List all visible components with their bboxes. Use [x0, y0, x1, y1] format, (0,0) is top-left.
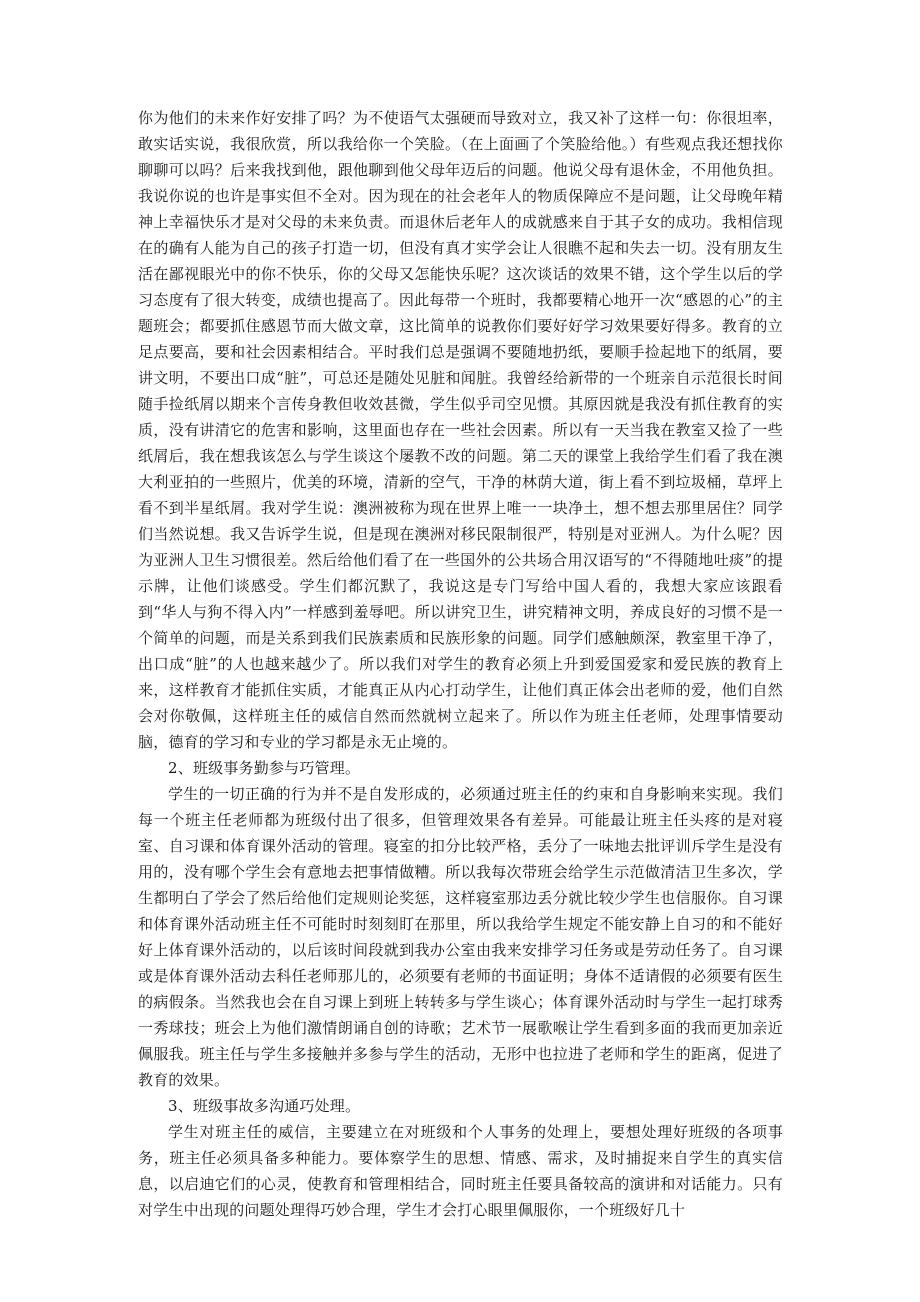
- document-page: [138, 105, 783, 1223]
- body-paragraph-1: 你为他们的未来作好安排了吗？为不使语气太强硬而导致对立，我又补了这样一句：你很坦率，敢实话实说，我很欣赏，所以我给你一个笑脸。（在上面画了个笑脸给他。）有些观点我还想找你聊聊可以吗？后来我找到他，跟他聊到他父母年迈后的问题。他说父母有退休金，不用他负担。我说你说的也许是事实但不全对。因为现在的社会老年人的物质保障应不是问题，让父母晚年精神上幸福快乐才是对父母的未来负责。而退休后老年人的成就感来自于其子女的成功。我相信现在的确有人能为自己的孩子打造一切，但没有真才实学会让人很瞧不起和失去一切。没有朋友生活在鄙视眼光中的你不快乐，你的父母又怎能快乐呢？这次谈话的效果不错，这个学生以后的学习态度有了很大转变，成绩也提高了。因此每带一个班时，我都要精心地开一次“感恩的心”的主题班会；都要抓住感恩节而大做文章，这比简单的说教你们要好好学习效果要好得多。教育的立足点要高，要和社会因素相结合。平时我们总是强调不要随地扔纸，要顺手捡起地下的纸屑，要讲文明，不要出口成“脏”，可总还是随处见脏和闻脏。我曾经给新带的一个班亲自示范很长时间随手捡纸屑以期来个言传身教但收效甚微，学生似乎司空见惯。其原因就是我没有抓住教育的实质，没有讲清它的危害和影响，这里面也存在一些社会因素。所以有一天当我在教室又捡了一些纸屑后，我在想我该怎么与学生谈这个屡教不改的问题。第二天的课堂上我给学生们看了我在澳大利亚拍的一些照片，优美的环境，清新的空气，干净的林荫大道，街上看不到垃圾桶，草坪上看不到半星纸屑。我对学生说：澳洲被称为现在世界上唯一一块净土，想不想去那里居住？同学们当然说想。我又告诉学生说，但是现在澳洲对移民限制很严，特别是对亚洲人。为什么呢？因为亚洲人卫生习惯很差。然后给他们看了在一些国外的公共场合用汉语写的“不得随地吐痰”的提示牌，让他们谈感受。学生们都沉默了，我说这是专门写给中国人看的，我想大家应该跟看到“华人与狗不得入内”一样感到羞辱吧。所以讲究卫生，讲究精神文明，养成良好的习惯不是一个简单的问题，而是关系到我们民族素质和民族形象的问题。同学们感触颇深，教室里干净了，出口成“脏”的人也越来越少了。所以我们对学生的教育必须上升到爱国爱家和爱民族的教育上来，这样教育才能抓住实质，才能真正从内心打动学生，让他们真正体会出老师的爱，他们自然会对你敬佩，这样班主任的威信自然而然就树立起来了。所以作为班主任老师，处理事情要动脑，德育的学习和专业的学习都是永无止境的。: [138, 109, 783, 751]
- body-paragraph-3: 学生对班主任的威信，主要建立在对班级和个人事务的处理上，要想处理好班级的各项事务，班主任必须具备多种能力。要体察学生的思想、情感、需求，及时捕捉来自学生的真实信息，以启迪它们的心灵，使教育和管理相结合，同时班主任要具备较高的演讲和对话能力。只有对学生中出现的问题处理得巧妙合理，学生才会打心眼里佩服你，一个班级好几十: [138, 1123, 783, 1219]
- section-heading-3: 3、班级事故多沟通巧处理。: [168, 1097, 361, 1115]
- body-paragraph-2: 学生的一切正确的行为并不是自发形成的，必须通过班主任的约束和自身影响来实现。我们每一个班主任老师都为班级付出了很多，但管理效果各有差异。可能最让班主任头疼的是对寝室、自习课和体育课外活动的管理。寝室的扣分比较严格，丢分了一味地去批评训斥学生是没有用的，没有哪个学生会有意地去把事情做糟。所以我每次带班会给学生示范做清洁卫生多次，学生都明白了学会了然后给他们定规则论奖惩，这样寝室那边丢分就比较少学生也信服你。自习课和体育课外活动班主任不可能时时刻刻盯在那里，所以我给学生规定不能安静上自习的和不能好好上体育课外活动的，以后该时间段就到我办公室由我来安排学习任务或是劳动任务了。自习课或是体育课外活动去科任老师那儿的，必须要有老师的书面证明；身体不适请假的必须要有医生的病假条。当然我也会在自习课上到班上转转多与学生谈心；体育课外活动时与学生一起打球秀一秀球技；班会上为他们激情朗诵自创的诗歌；艺术节一展歌喉让学生看到多面的我而更加亲近佩服我。班主任与学生多接触并多参与学生的活动，无形中也拉进了老师和学生的距离，促进了教育的效果。: [138, 785, 783, 1089]
- section-heading-2: 2、班级事务勤参与巧管理。: [168, 759, 361, 777]
